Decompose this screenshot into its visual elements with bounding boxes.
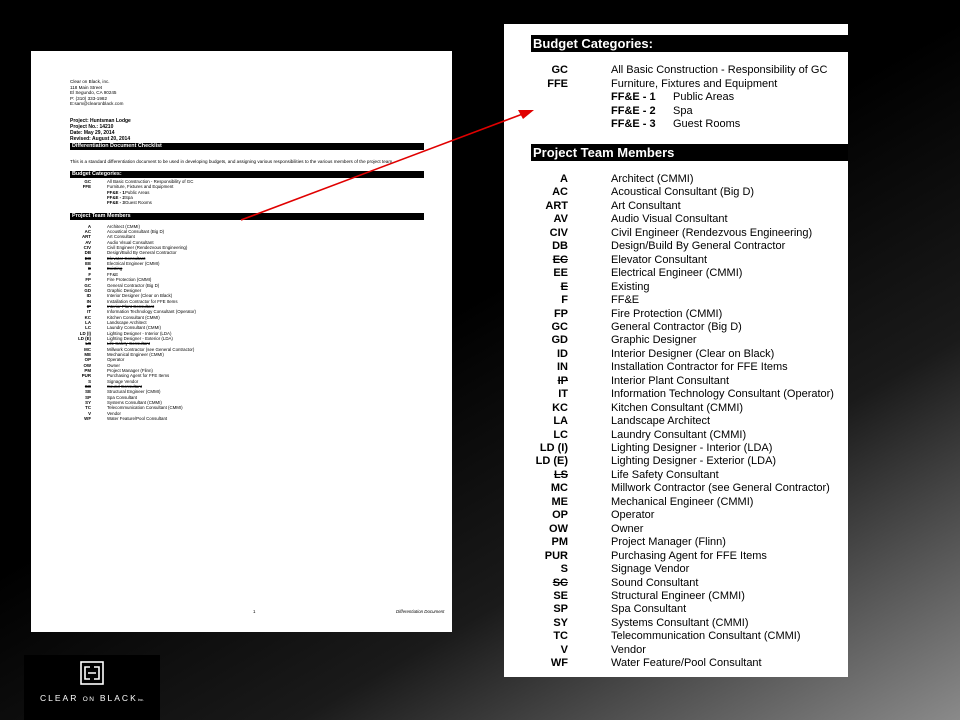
member-desc: Design/Build By General Contractor (611, 240, 786, 253)
member-desc: Fire Protection (CMMI) (107, 277, 152, 283)
budget-code: GC (551, 64, 568, 76)
member-code: EC (84, 255, 91, 261)
member-code: LD (I) (79, 330, 91, 336)
member-code: OP (552, 509, 568, 522)
member-desc: Vendor (107, 410, 121, 416)
member-code: IP (86, 303, 91, 309)
member-desc: Project Manager (Flinn) (611, 536, 726, 549)
member-code: KC (84, 314, 91, 320)
member-desc: Graphic Designer (107, 287, 142, 293)
member-desc: Lighting Designer - Interior (LDA) (107, 330, 172, 336)
member-code: A (87, 223, 91, 229)
member-code: WF (84, 416, 91, 422)
member-code: GC (84, 282, 91, 288)
budget-desc: All Basic Construction - Responsibility of GC (107, 179, 194, 184)
member-code: FP (553, 307, 568, 320)
member-desc: Millwork Contractor (see General Contractor) (107, 346, 195, 352)
member-desc: General Contractor (Big D) (611, 320, 742, 333)
member-code: TC (85, 405, 91, 411)
member-desc: Life Safety Consultant (107, 341, 150, 347)
budget-code: GC (84, 179, 91, 184)
member-desc: Spa Consultant (611, 603, 687, 616)
member-code: LS (85, 341, 91, 347)
member-code: LA (553, 415, 568, 428)
member-desc: Telecommunication Consultant (CMMI) (611, 630, 801, 643)
member-code: LD (E) (78, 335, 91, 341)
logo-word-on: ON (82, 696, 96, 703)
member-code: SY (553, 616, 568, 629)
member-code: SE (553, 589, 568, 602)
member-desc: Laundry Consultant (CMMI) (107, 325, 161, 331)
member-desc: Acoustical Consultant (Big D) (611, 186, 755, 199)
member-desc: Civil Engineer (Rendezvous Engineering) (611, 226, 813, 239)
member-code: SC (84, 384, 91, 390)
member-code: LS (553, 468, 568, 481)
company-logo (24, 655, 160, 720)
budget-subcode: FF&E - 1 (107, 189, 125, 195)
member-desc: Kitchen Consultant (CMMI) (611, 401, 744, 414)
member-desc: Audio Visual Consultant (611, 213, 728, 226)
member-desc: Water Feature/Pool Consultant (611, 657, 762, 670)
budget-subcode: FF&E - 2 (107, 195, 125, 201)
address-line: Clear on Black, inc. (70, 79, 110, 84)
budget-desc: Furniture, Fixtures and Equipment (611, 77, 778, 90)
address-line: P: (310) 333-1982 (70, 95, 108, 101)
member-desc: Design/Build By General Contractor (107, 250, 177, 256)
member-desc: Spa Consultant (107, 394, 138, 400)
member-desc: Project Manager (Flinn) (107, 368, 153, 373)
member-code: LC (85, 325, 91, 331)
member-code: F (88, 271, 91, 277)
member-code: LA (85, 319, 91, 325)
member-code: MC (550, 482, 568, 495)
member-code: GD (551, 334, 568, 347)
member-desc: Architect (CMMI) (611, 173, 694, 185)
member-desc: Information Technology Consultant (Operator) (611, 388, 834, 401)
member-code: LD (E) (535, 455, 568, 468)
member-desc: Interior Designer (Clear on Black) (107, 293, 173, 299)
member-desc: Lighting Designer - Exterior (LDA) (107, 335, 173, 341)
member-code: SC (552, 576, 568, 589)
member-desc: Existing (107, 266, 123, 272)
member-code: SP (85, 394, 91, 400)
member-desc: FF&E (107, 271, 119, 277)
member-desc: Installation Contractor for FFE Items (107, 298, 178, 304)
budget-subdesc: Public Areas (125, 189, 150, 195)
member-desc: Civil Engineer (Rendezvous Engineering) (107, 245, 188, 251)
member-desc: Water Feature/Pool Consultant (107, 416, 168, 422)
member-code: OP (84, 357, 91, 363)
logo-wordmark (24, 693, 160, 703)
member-code: S (88, 378, 91, 384)
member-desc: General Contractor (Big D) (107, 282, 160, 288)
member-code: KC (552, 401, 568, 414)
member-desc: Mechanical Engineer (CMMI) (611, 495, 754, 508)
budget-subcode: FF&E - 3 (611, 118, 656, 130)
member-desc: Landscape Architect (611, 415, 711, 428)
logo-word-clear: CLEAR (40, 693, 79, 703)
member-code: ART (545, 199, 568, 212)
member-desc: Operator (611, 509, 655, 522)
member-code: AC (84, 229, 91, 235)
member-desc: Kitchen Consultant (CMMI) (107, 314, 160, 320)
member-desc: Millwork Contractor (see General Contractor) (611, 482, 830, 495)
member-desc: Art Consultant (611, 199, 681, 212)
member-code: IN (557, 361, 568, 374)
address-line: El Segundo, CA 90245 (70, 90, 117, 95)
project-line: Revised: August 20, 2014 (70, 135, 131, 142)
member-code: IP (557, 374, 568, 387)
budget-subdesc: Public Areas (673, 91, 735, 103)
member-desc: Telecommunication Consultant (CMMI) (107, 405, 183, 411)
member-code: IT (87, 309, 91, 315)
member-desc: Life Safety Consultant (611, 468, 719, 481)
member-code: IN (86, 298, 91, 304)
member-desc: Signage Vendor (107, 378, 139, 384)
budget-subdesc: Guest Rooms (125, 200, 152, 206)
member-code: V (88, 410, 91, 416)
member-code: V (560, 643, 568, 656)
thumb-budget-title: Budget Categories: (70, 171, 424, 178)
budget-subcode: FF&E - 3 (107, 200, 125, 206)
member-code: GD (84, 287, 91, 293)
project-line: Date: May 29, 2014 (70, 129, 115, 136)
member-code: PM (84, 368, 91, 373)
budget-code: FFE (547, 77, 568, 90)
budget-code: FFE (82, 184, 91, 190)
address-line: E:sam@clearonblack.com (70, 101, 124, 106)
member-code: ME (84, 351, 91, 357)
footer-doc-title: Differentiation Document (396, 609, 445, 614)
member-desc: Sound Consultant (107, 384, 142, 390)
member-desc: Fire Protection (CMMI) (611, 307, 723, 320)
member-desc: Architect (CMMI) (107, 223, 140, 229)
member-code: E (560, 280, 568, 293)
member-desc: Graphic Designer (611, 334, 697, 347)
member-desc: Installation Contractor for FFE Items (611, 361, 788, 374)
member-desc: Owner (611, 522, 644, 535)
member-desc: Existing (611, 280, 650, 293)
member-code: E (88, 266, 91, 272)
logo-inc: inc. (137, 697, 144, 702)
member-code: DB (84, 250, 91, 256)
budget-subdesc: Guest Rooms (673, 118, 741, 130)
project-line: Project: Huntsman Lodge (70, 117, 131, 124)
address-line: 118 Main Street (70, 84, 103, 90)
member-code: WF (550, 657, 568, 670)
member-code: ID (557, 347, 568, 360)
member-code: S (560, 563, 568, 576)
member-code: PM (551, 536, 568, 549)
checklist-title-bar: Differentiation Document Checklist (70, 143, 424, 150)
project-line: Project No.: 14210 (70, 123, 114, 130)
member-code: IT (558, 388, 568, 401)
budget-subcode: FF&E - 2 (611, 104, 656, 117)
member-code: ART (81, 234, 91, 240)
budget-subdesc: Spa (673, 104, 693, 117)
member-desc: Art Consultant (107, 234, 135, 240)
member-code: SE (85, 389, 91, 395)
member-code: CIV (549, 226, 568, 239)
member-code: LD (I) (539, 442, 568, 454)
member-desc: Purchasing Agent for FFE Items (611, 549, 767, 562)
member-desc: Elevator Consultant (611, 253, 707, 266)
member-code: EE (85, 261, 91, 267)
member-desc: Interior Plant Consultant (611, 374, 730, 387)
budget-subdesc: Spa (125, 195, 133, 201)
member-desc: Purchasing Agent for FFE Items (107, 373, 170, 379)
member-desc: Lighting Designer - Exterior (LDA) (611, 455, 777, 468)
member-code: FP (85, 277, 91, 283)
member-desc: Interior Designer (Clear on Black) (611, 347, 775, 360)
member-desc: Structural Engineer (CMMI) (107, 389, 161, 395)
member-code: SY (85, 400, 91, 406)
member-code: OW (83, 362, 91, 368)
footer-page-number: 1 (253, 609, 256, 614)
member-desc: Acoustical Consultant (Big D) (107, 229, 165, 235)
cob-logo-icon (80, 661, 104, 685)
member-code: A (560, 173, 568, 185)
member-code: ME (551, 495, 568, 508)
member-desc: Signage Vendor (611, 563, 690, 576)
member-code: OW (549, 522, 568, 535)
member-code: AV (85, 239, 91, 245)
member-code: PUR (544, 549, 568, 562)
member-desc: Electrical Engineer (CMMI) (611, 267, 743, 280)
member-desc: Sound Consultant (611, 576, 699, 589)
member-desc: Laundry Consultant (CMMI) (611, 428, 747, 441)
member-desc: Vendor (611, 643, 646, 656)
member-desc: Audio Visual Consultant (107, 239, 154, 245)
member-desc: Systems Consultant (CMMI) (611, 616, 749, 629)
member-code: TC (553, 630, 568, 643)
budget-desc: All Basic Construction - Responsibility of GC (611, 64, 828, 76)
member-code: CIV (83, 245, 91, 251)
project-team-title: Project Team Members (531, 144, 848, 161)
thumb-team-title: Project Team Members (70, 213, 424, 220)
member-desc: Electrical Engineer (CMMI) (107, 261, 160, 267)
member-code: EC (552, 253, 568, 266)
member-code: SP (553, 603, 568, 616)
member-desc: Mechanical Engineer (CMMI) (107, 351, 164, 357)
member-desc: Operator (107, 357, 125, 363)
intro-text: This is a standard differentiation document to be used in developing budgets, and assigning various responsibilities to the various members of the project team. (70, 158, 394, 164)
member-code: PUR (81, 373, 91, 379)
member-code: ID (86, 293, 91, 299)
member-desc: FF&E (611, 294, 640, 307)
budget-subcode: FF&E - 1 (611, 91, 656, 103)
member-desc: Landscape Architect (107, 319, 147, 325)
member-code: F (561, 294, 568, 307)
member-desc: Information Technology Consultant (Operator) (107, 309, 196, 315)
member-desc: Systems Consultant (CMMI) (107, 400, 162, 406)
logo-word-black: BLACK (99, 693, 138, 703)
member-desc: Elevator Consultant (107, 255, 146, 261)
member-code: MC (84, 346, 91, 352)
member-code: AC (552, 186, 568, 199)
budget-categories-title: Budget Categories: (531, 35, 848, 52)
member-desc: Interior Plant Consultant (107, 303, 155, 309)
member-desc: Structural Engineer (CMMI) (611, 589, 745, 602)
member-code: AV (553, 213, 568, 226)
member-code: DB (552, 240, 568, 253)
member-code: LC (553, 428, 568, 441)
member-desc: Owner (107, 362, 120, 368)
budget-desc: Furniture, Fixtures and Equipment (107, 184, 174, 190)
member-desc: Lighting Designer - Interior (LDA) (611, 442, 773, 454)
member-code: EE (553, 267, 568, 280)
member-code: GC (551, 320, 568, 333)
